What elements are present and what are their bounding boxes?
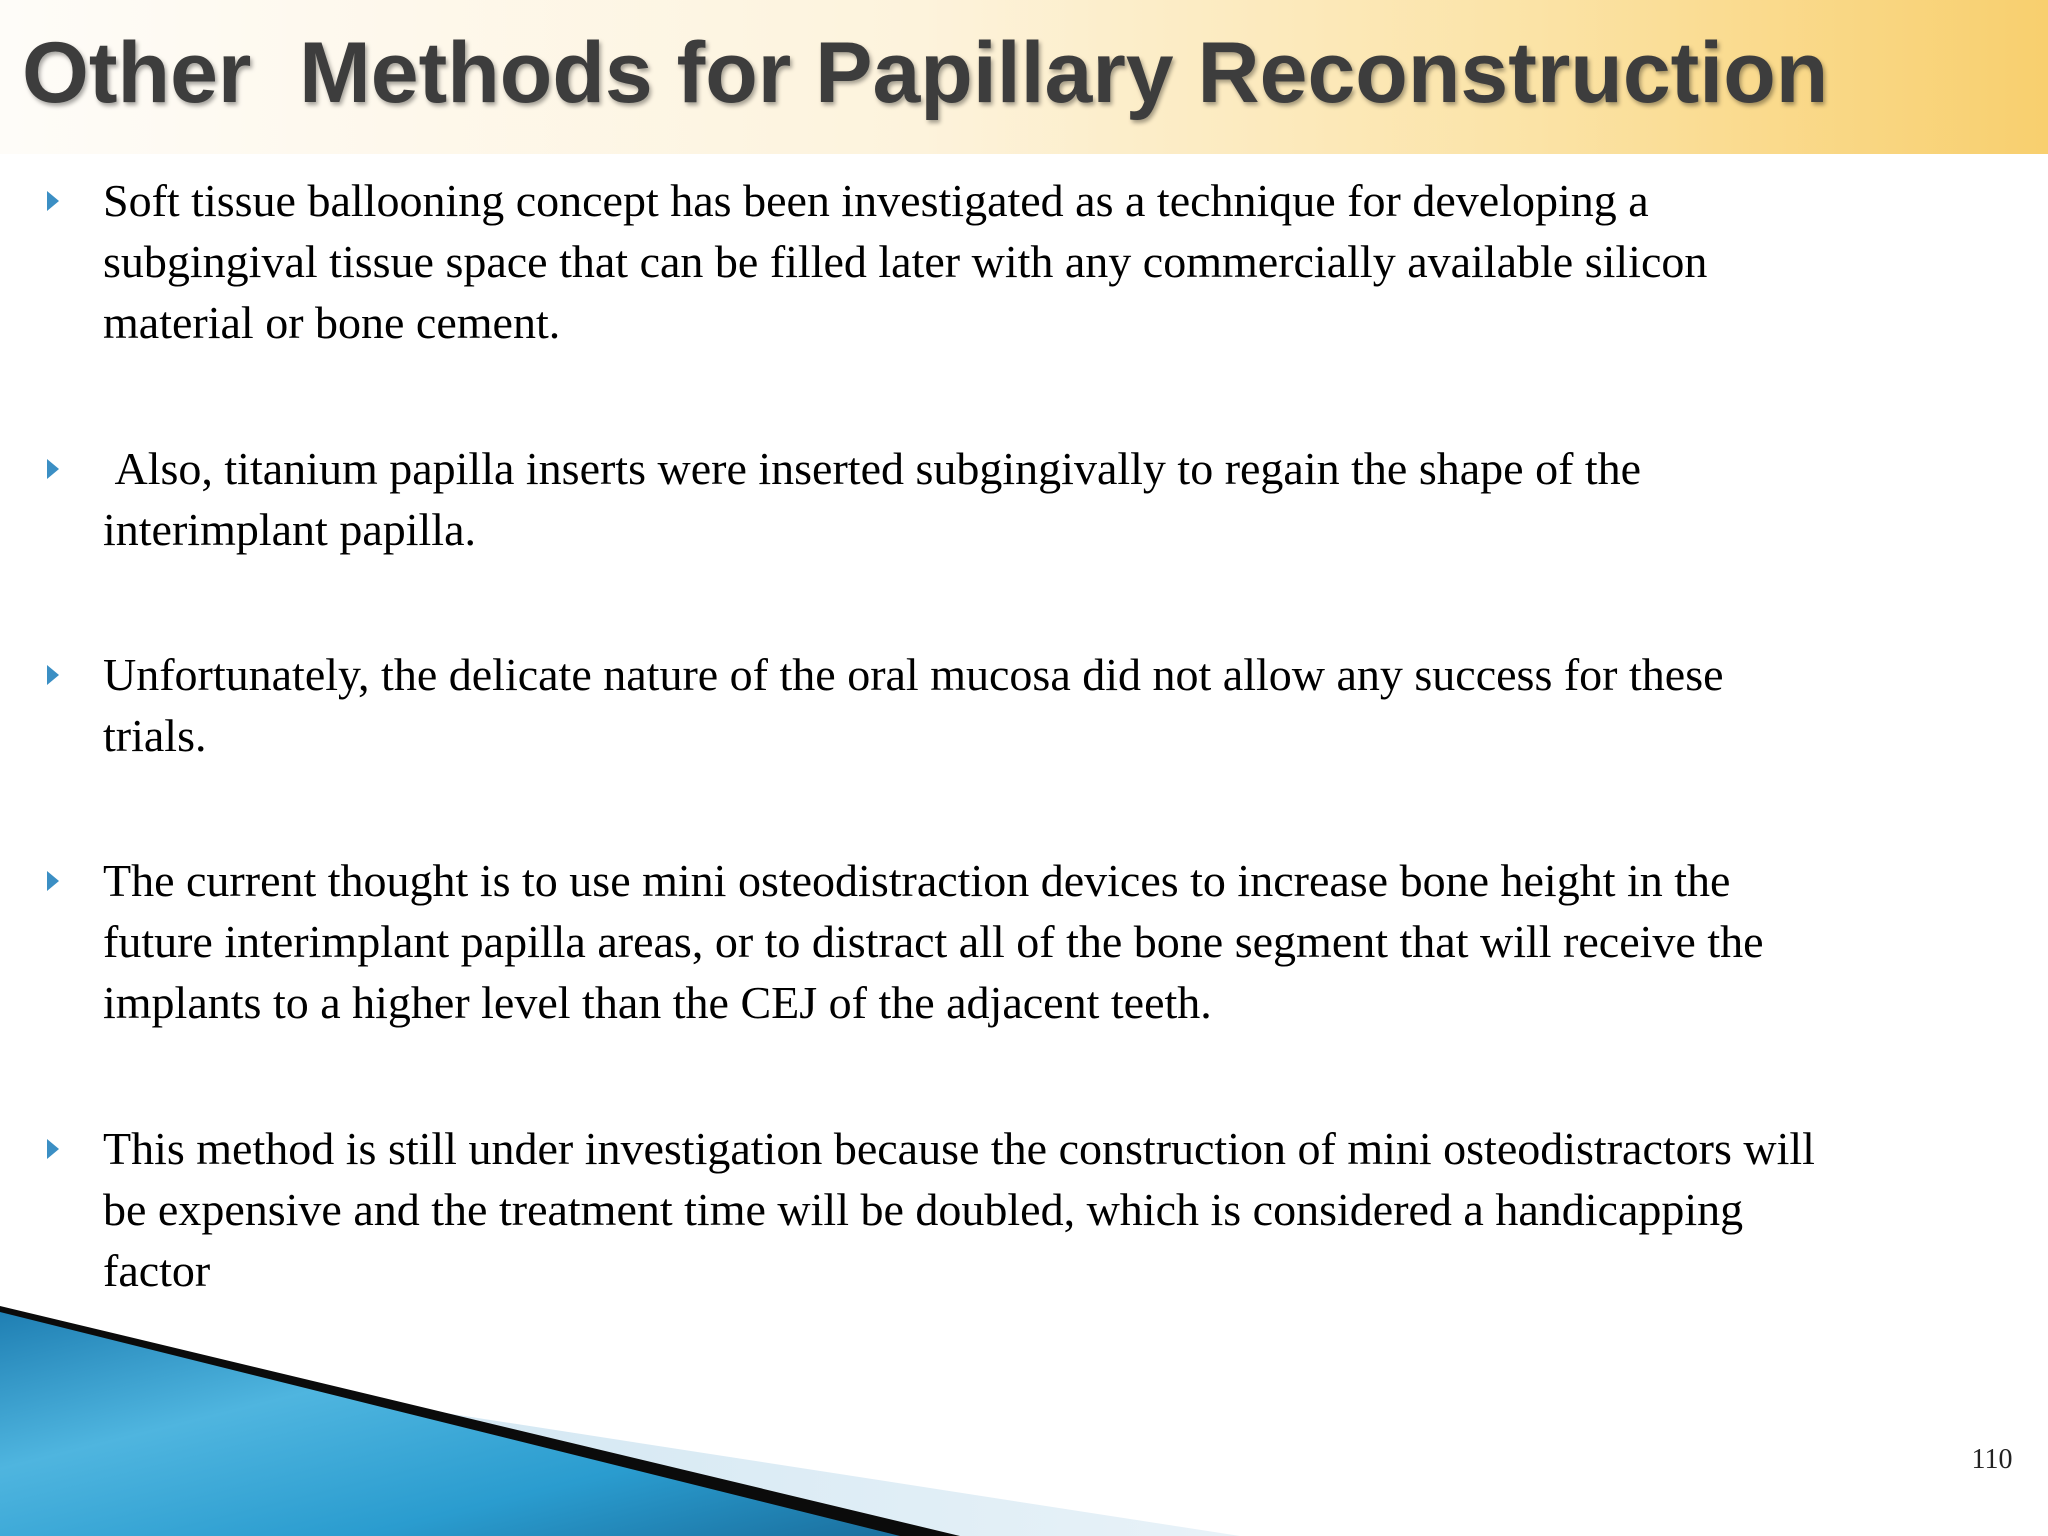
triangle-right-icon (47, 191, 59, 211)
triangle-right-icon (47, 1139, 59, 1159)
bullet-text: The current thought is to use mini osteodistraction devices to increase bone height in the future interimplant papilla areas, or to distract all of the bone segment that will receive the implants to a higher level than the CEJ of the adjacent teeth. (103, 855, 1764, 1028)
triangle-right-icon (47, 871, 59, 891)
decorative-swoosh (0, 1276, 2048, 1536)
triangle-right-icon (47, 459, 59, 479)
slide-title: Other Methods for Papillary Reconstruction (22, 25, 1829, 121)
bullet-text: This method is still under investigation because the construction of mini osteodistractors will be expensive and the treatment time will be doubled, which is considered a handicapping factor (103, 1123, 1815, 1296)
bullet-text: Unfortunately, the delicate nature of the oral mucosa did not allow any success for these trials. (103, 649, 1724, 761)
bullet-text: Soft tissue ballooning concept has been investigated as a technique for developing a subgingival tissue space that can be filled later with any commercially available silicon material or bone cement. (103, 175, 1708, 348)
bullet-text: Also, titanium papilla inserts were inserted subgingivally to regain the shape of the interimplant papilla. (103, 443, 1642, 555)
triangle-right-icon (47, 665, 59, 685)
page-number: 110 (1971, 1444, 2013, 1475)
title-bar (0, 0, 2048, 154)
